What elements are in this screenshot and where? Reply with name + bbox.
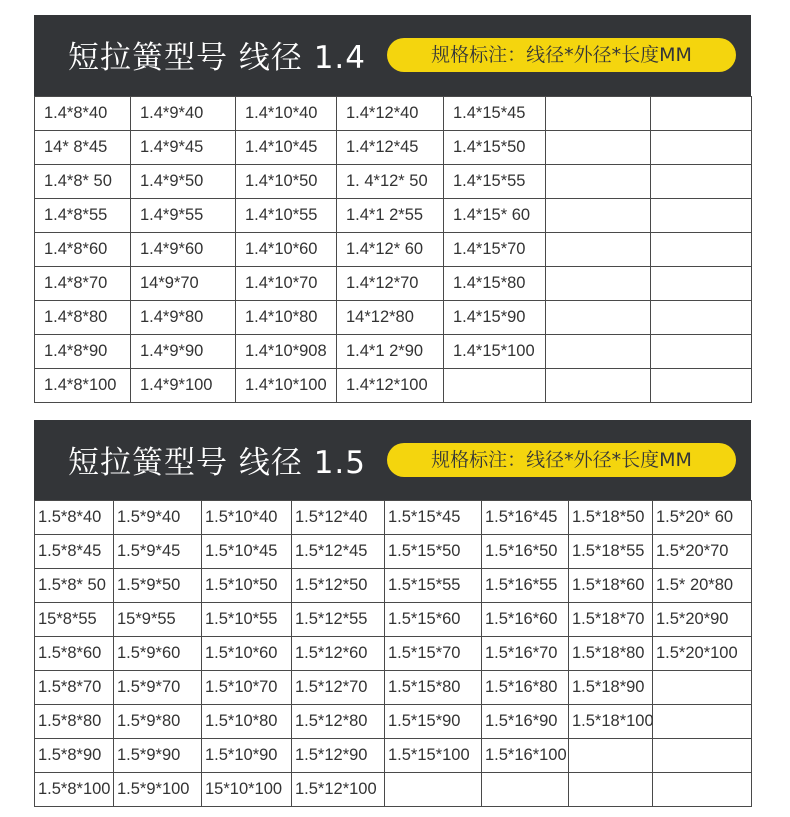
table-cell bbox=[651, 165, 752, 199]
table-cell: 1.5*20* 60 bbox=[653, 501, 752, 535]
table-cell: 1.4*10*908 bbox=[236, 335, 337, 369]
table-cell bbox=[546, 233, 651, 267]
table-cell: 1.4*8* 50 bbox=[35, 165, 131, 199]
table-cell: 1.5*10*70 bbox=[202, 671, 292, 705]
table-cell bbox=[653, 739, 752, 773]
table-cell: 1.5*8*45 bbox=[35, 535, 114, 569]
table-cell bbox=[653, 773, 752, 807]
table-row bbox=[35, 199, 752, 233]
table-cell: 1.5*16*70 bbox=[482, 637, 569, 671]
table-cell: 1.4*10*50 bbox=[236, 165, 337, 199]
table-cell bbox=[546, 165, 651, 199]
table-cell: 1.5*18*55 bbox=[569, 535, 653, 569]
table-cell: 1.5*9*70 bbox=[114, 671, 202, 705]
table-cell: 1.5*8* 50 bbox=[35, 569, 114, 603]
table-cell: 1.4*15*90 bbox=[444, 301, 546, 335]
table-row bbox=[35, 233, 752, 267]
table-cell: 1.5*16*45 bbox=[482, 501, 569, 535]
table-cell: 1.5*8*80 bbox=[35, 705, 114, 739]
table-cell: 1.4*9*100 bbox=[131, 369, 236, 403]
table-cell: 1.5*18*50 bbox=[569, 501, 653, 535]
table-cell: 1.4*12* 60 bbox=[337, 233, 444, 267]
table-cell bbox=[651, 267, 752, 301]
table-cell: 14* 8*45 bbox=[35, 131, 131, 165]
section-header bbox=[34, 15, 751, 96]
table-cell: 1.5*15*50 bbox=[385, 535, 482, 569]
table-cell: 1.5*12*70 bbox=[292, 671, 385, 705]
table-cell bbox=[651, 131, 752, 165]
table-cell: 1.5*16*100 bbox=[482, 739, 569, 773]
table-cell: 1.5*10*45 bbox=[202, 535, 292, 569]
section-title: 短拉簧型号 线径 1.4 bbox=[68, 40, 367, 76]
table-cell: 1.4*10*100 bbox=[236, 369, 337, 403]
table-row bbox=[35, 131, 752, 165]
table-cell: 1.5*18*70 bbox=[569, 603, 653, 637]
table-row bbox=[35, 603, 752, 637]
table-row bbox=[35, 501, 752, 535]
table-cell bbox=[651, 199, 752, 233]
table-cell: 1.5*8*100 bbox=[35, 773, 114, 807]
table-cell: 1.4*15*50 bbox=[444, 131, 546, 165]
table-row bbox=[35, 97, 752, 131]
table-cell: 1.5*12*90 bbox=[292, 739, 385, 773]
table-cell: 1.5*10*60 bbox=[202, 637, 292, 671]
table-cell: 1.5*12*50 bbox=[292, 569, 385, 603]
table-cell bbox=[651, 233, 752, 267]
table-cell: 1.5*12*60 bbox=[292, 637, 385, 671]
table-cell: 1.5*15*60 bbox=[385, 603, 482, 637]
table-cell: 1.5*18*60 bbox=[569, 569, 653, 603]
spec-table bbox=[34, 500, 752, 807]
table-cell: 1.5*16*55 bbox=[482, 569, 569, 603]
table-cell: 1.5*8*70 bbox=[35, 671, 114, 705]
table-cell: 1.5*18*90 bbox=[569, 671, 653, 705]
table-cell bbox=[546, 267, 651, 301]
table-cell: 1.4*15* 60 bbox=[444, 199, 546, 233]
table-cell bbox=[651, 97, 752, 131]
table-cell: 1.5*10*80 bbox=[202, 705, 292, 739]
table-cell: 1.5*8*60 bbox=[35, 637, 114, 671]
table-cell: 1.5*20*90 bbox=[653, 603, 752, 637]
table-cell: 1. 4*12* 50 bbox=[337, 165, 444, 199]
table-cell: 1.4*8*40 bbox=[35, 97, 131, 131]
table-cell: 1.4*10*80 bbox=[236, 301, 337, 335]
spec-table bbox=[34, 96, 752, 403]
table-cell: 1.5*9*60 bbox=[114, 637, 202, 671]
table-cell: 1.4*8*60 bbox=[35, 233, 131, 267]
table-cell bbox=[546, 369, 651, 403]
table-cell: 1.5*10*40 bbox=[202, 501, 292, 535]
spec-section-1-5 bbox=[34, 420, 751, 807]
table-cell bbox=[569, 773, 653, 807]
table-cell: 1.5*16*50 bbox=[482, 535, 569, 569]
section-title: 短拉簧型号 线径 1.5 bbox=[68, 445, 367, 481]
table-row bbox=[35, 637, 752, 671]
table-cell: 1.4*12*100 bbox=[337, 369, 444, 403]
table-cell: 1.4*9*40 bbox=[131, 97, 236, 131]
table-cell: 1.5*15*100 bbox=[385, 739, 482, 773]
table-cell: 1.5*10*50 bbox=[202, 569, 292, 603]
table-cell: 1.5*8*40 bbox=[35, 501, 114, 535]
table-row bbox=[35, 705, 752, 739]
table-cell: 1.5*12*40 bbox=[292, 501, 385, 535]
table-cell: 1.5*18*100 bbox=[569, 705, 653, 739]
table-cell: 1.5*16*60 bbox=[482, 603, 569, 637]
table-cell bbox=[546, 335, 651, 369]
spec-format-badge: 规格标注：线径*外径*长度MM bbox=[387, 38, 736, 72]
table-cell: 1.5*10*90 bbox=[202, 739, 292, 773]
table-cell bbox=[651, 301, 752, 335]
table-cell: 14*12*80 bbox=[337, 301, 444, 335]
spec-format-badge: 规格标注：线径*外径*长度MM bbox=[387, 443, 736, 477]
spec-section-1-4 bbox=[34, 15, 751, 403]
table-row bbox=[35, 335, 752, 369]
table-cell: 1.4*8*100 bbox=[35, 369, 131, 403]
table-cell bbox=[546, 301, 651, 335]
table-cell: 1.4*9*90 bbox=[131, 335, 236, 369]
table-cell bbox=[651, 369, 752, 403]
table-cell: 1.4*9*50 bbox=[131, 165, 236, 199]
table-cell: 1.4*12*40 bbox=[337, 97, 444, 131]
table-cell: 1.4*9*45 bbox=[131, 131, 236, 165]
table-cell bbox=[546, 97, 651, 131]
table-cell: 1.5*12*55 bbox=[292, 603, 385, 637]
table-cell: 1.5* 20*80 bbox=[653, 569, 752, 603]
table-cell: 1.4*9*60 bbox=[131, 233, 236, 267]
table-cell bbox=[444, 369, 546, 403]
table-cell: 1.4*1 2*55 bbox=[337, 199, 444, 233]
table-cell: 1.4*10*45 bbox=[236, 131, 337, 165]
table-cell bbox=[653, 705, 752, 739]
table-cell: 1.5*9*45 bbox=[114, 535, 202, 569]
table-cell bbox=[385, 773, 482, 807]
table-cell: 1.4*10*55 bbox=[236, 199, 337, 233]
table-cell: 1.4*15*45 bbox=[444, 97, 546, 131]
table-cell: 1.5*15*90 bbox=[385, 705, 482, 739]
table-cell: 1.5*8*90 bbox=[35, 739, 114, 773]
table-cell: 1.4*15*70 bbox=[444, 233, 546, 267]
table-cell bbox=[651, 335, 752, 369]
table-row bbox=[35, 535, 752, 569]
table-cell: 1.4*8*55 bbox=[35, 199, 131, 233]
table-cell: 1.5*20*70 bbox=[653, 535, 752, 569]
table-row bbox=[35, 267, 752, 301]
table-cell bbox=[482, 773, 569, 807]
table-cell: 1.5*15*80 bbox=[385, 671, 482, 705]
table-cell: 1.5*20*100 bbox=[653, 637, 752, 671]
table-cell: 1.4*10*60 bbox=[236, 233, 337, 267]
table-cell: 1.5*15*55 bbox=[385, 569, 482, 603]
table-cell: 1.5*12*45 bbox=[292, 535, 385, 569]
table-cell: 1.5*9*40 bbox=[114, 501, 202, 535]
table-cell: 1.5*18*80 bbox=[569, 637, 653, 671]
table-row bbox=[35, 773, 752, 807]
table-cell: 1.4*8*80 bbox=[35, 301, 131, 335]
table-cell: 1.5*15*70 bbox=[385, 637, 482, 671]
table-cell bbox=[546, 131, 651, 165]
table-cell: 15*8*55 bbox=[35, 603, 114, 637]
table-cell: 1.4*15*100 bbox=[444, 335, 546, 369]
table-cell bbox=[653, 671, 752, 705]
table-cell: 1.4*15*80 bbox=[444, 267, 546, 301]
table-cell: 1.4*15*55 bbox=[444, 165, 546, 199]
table-cell: 1.5*9*80 bbox=[114, 705, 202, 739]
table-cell: 1.5*10*55 bbox=[202, 603, 292, 637]
table-cell: 1.5*16*90 bbox=[482, 705, 569, 739]
table-row bbox=[35, 369, 752, 403]
table-cell: 1.5*9*50 bbox=[114, 569, 202, 603]
table-row bbox=[35, 739, 752, 773]
table-cell: 14*9*70 bbox=[131, 267, 236, 301]
table-row bbox=[35, 569, 752, 603]
table-cell: 1.4*9*55 bbox=[131, 199, 236, 233]
table-cell: 1.4*8*90 bbox=[35, 335, 131, 369]
table-cell bbox=[569, 739, 653, 773]
table-cell: 1.5*9*90 bbox=[114, 739, 202, 773]
table-cell: 1.5*12*80 bbox=[292, 705, 385, 739]
table-cell: 1.4*1 2*90 bbox=[337, 335, 444, 369]
table-cell: 1.5*16*80 bbox=[482, 671, 569, 705]
table-row bbox=[35, 671, 752, 705]
table-row bbox=[35, 301, 752, 335]
table-cell bbox=[546, 199, 651, 233]
table-cell: 1.4*10*70 bbox=[236, 267, 337, 301]
table-cell: 1.4*12*45 bbox=[337, 131, 444, 165]
table-cell: 1.5*9*100 bbox=[114, 773, 202, 807]
table-cell: 1.4*9*80 bbox=[131, 301, 236, 335]
table-cell: 1.5*12*100 bbox=[292, 773, 385, 807]
table-row bbox=[35, 165, 752, 199]
table-cell: 1.4*12*70 bbox=[337, 267, 444, 301]
table-cell: 1.5*15*45 bbox=[385, 501, 482, 535]
table-cell: 15*10*100 bbox=[202, 773, 292, 807]
table-cell: 1.4*10*40 bbox=[236, 97, 337, 131]
section-header bbox=[34, 420, 751, 500]
table-cell: 1.4*8*70 bbox=[35, 267, 131, 301]
table-cell: 15*9*55 bbox=[114, 603, 202, 637]
